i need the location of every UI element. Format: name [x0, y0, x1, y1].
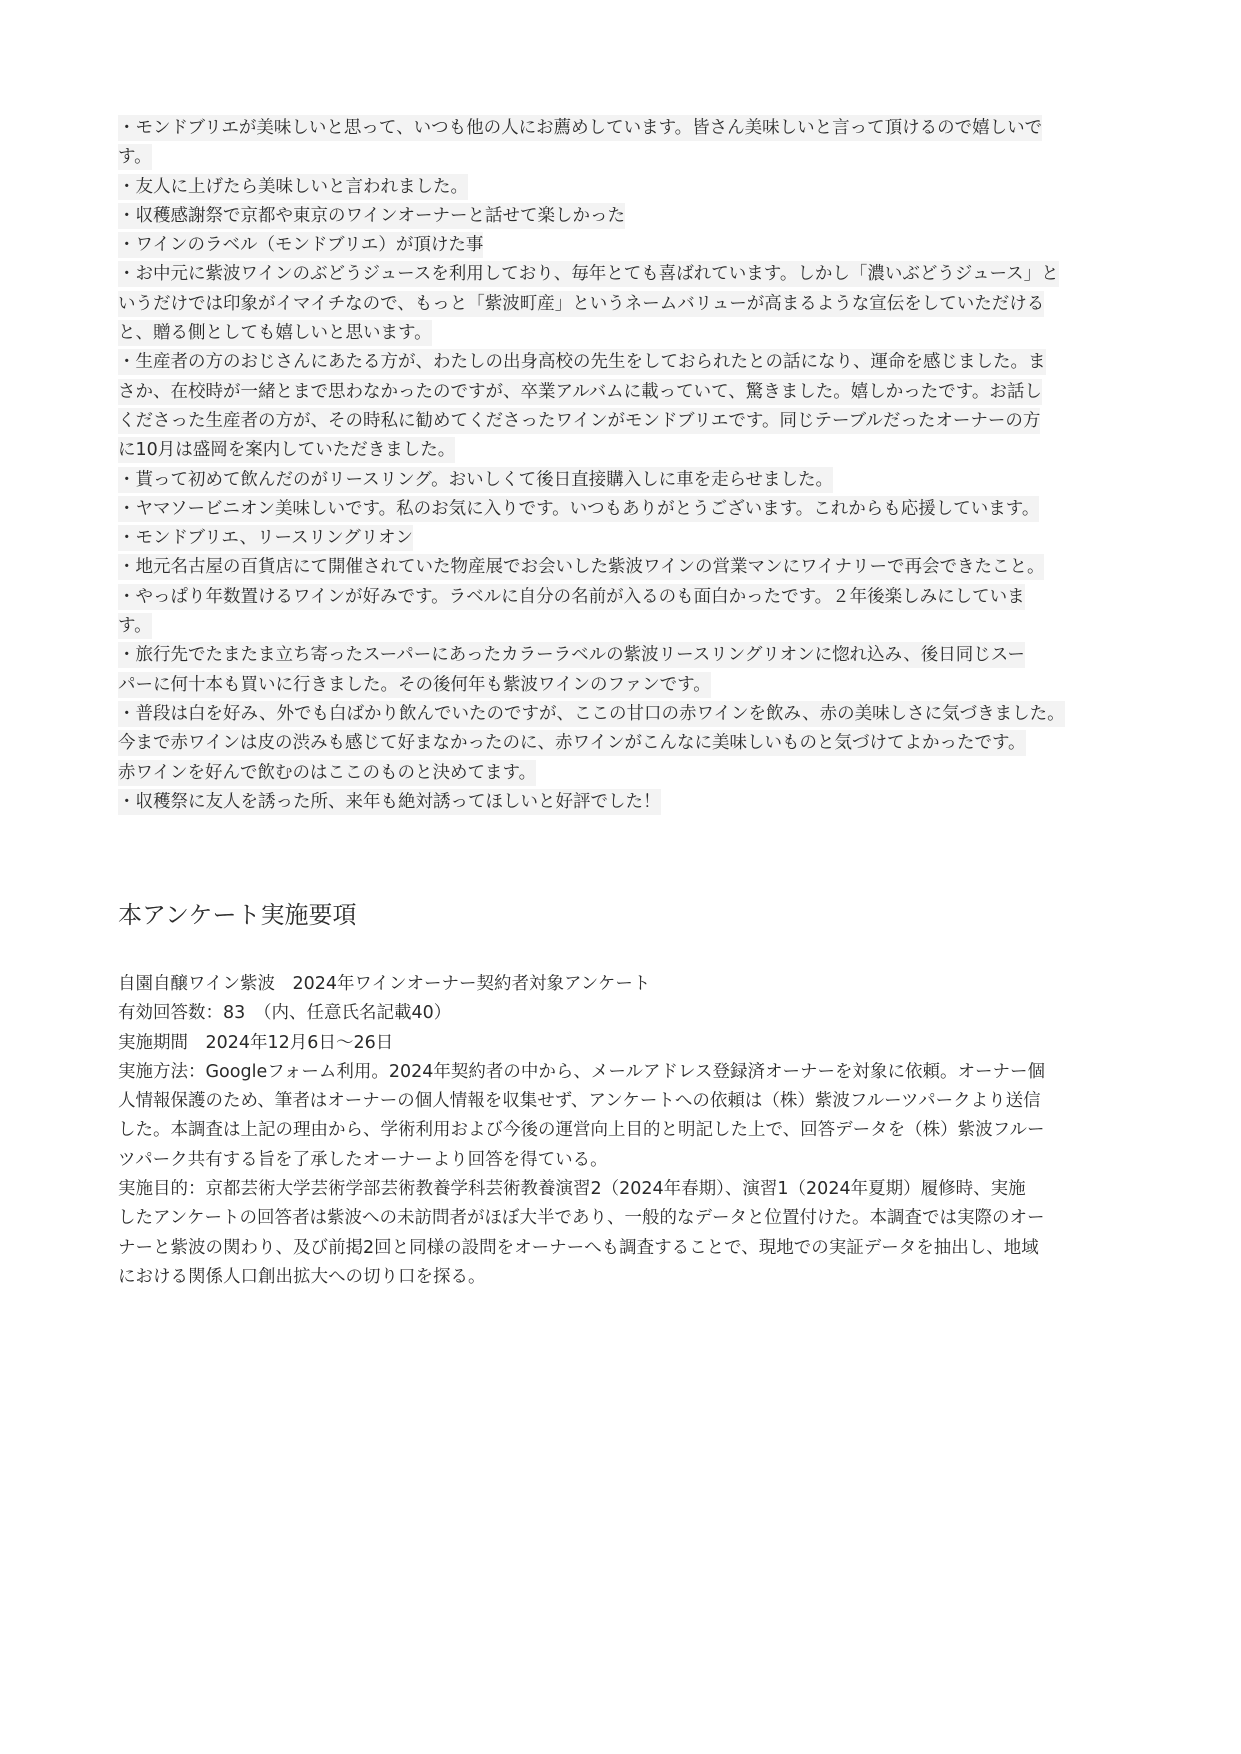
comment-line: ・モンドブリエが美味しいと思って、いつも他の人にお薦めしています。皆さん美味しいと言って頂けるので嬉しいで: [118, 114, 1128, 143]
comment-line: いうだけでは印象がイマイチなので、もっと「紫波町産」というネームバリューが高まるような宣伝をしていただける: [118, 290, 1128, 319]
comment-line: ・貰って初めて飲んだのがリースリング。おいしくて後日直接購入しに車を走らせました。: [118, 466, 1128, 495]
comment-list: [118, 114, 1128, 817]
comment-line: さか、在校時が一緒とまで思わなかったのですが、卒業アルバムに載っていて、驚きました。嬉しかったです。お話し: [118, 378, 1128, 407]
method-line: 実施方法：Googleフォーム利用。2024年契約者の中から、メールアドレス登録済オーナーを対象に依頼。オーナー個: [118, 1061, 1045, 1082]
comment-line: ・生産者の方のおじさんにあたる方が、わたしの出身高校の先生をしておられたとの話になり、運命を感じました。ま: [118, 348, 1128, 377]
comment-line: パーに何十本も買いに行きました。その後何年も紫波ワインのファンです。: [118, 671, 1128, 700]
comment-line: ・やっぱり年数置けるワインが好みです。ラベルに自分の名前が入るのも面白かったです。２年後楽しみにしていま: [118, 583, 1128, 612]
response-count-line: 有効回答数：83 （内、任意氏名記載40）: [118, 1003, 452, 1024]
comment-line: ・地元名古屋の百貨店にて開催されていた物産展でお会いした紫波ワインの営業マンにワイナリーで再会できたこと。: [118, 553, 1128, 582]
method-line: 人情報保護のため、筆者はオーナーの個人情報を収集せず、アンケートへの依頼は（株）紫波フルーツパークより送信: [118, 1091, 1041, 1112]
comment-line: と、贈る側としても嬉しいと思います。: [118, 319, 1128, 348]
comment-line: ・旅行先でたまたま立ち寄ったスーパーにあったカラーラベルの紫波リースリングリオンに惚れ込み、後日同じスー: [118, 641, 1128, 670]
comment-line: に10月は盛岡を案内していただきました。: [118, 436, 1128, 465]
purpose-line: ナーと紫波の関わり、及び前掲2回と同様の設問をオーナーへも調査することで、現地での実証データを抽出し、地域: [118, 1237, 1039, 1258]
comment-line: 赤ワインを好んで飲むのはここのものと決めてます。: [118, 759, 1128, 788]
comment-line: ・お中元に紫波ワインのぶどうジュースを利用しており、毎年とても喜ばれています。しかし「濃いぶどうジュース」と: [118, 260, 1128, 289]
comment-line: ・普段は白を好み、外でも白ばかり飲んでいたのですが、ここの甘口の赤ワインを飲み、赤の美味しさに気づきました。: [118, 700, 1128, 729]
comment-line: 今まで赤ワインは皮の渋みも感じて好まなかったのに、赤ワインがこんなに美味しいものと気づけてよかったです。: [118, 729, 1128, 758]
survey-details: [118, 970, 1128, 1292]
purpose-line: 実施目的：京都芸術大学芸術学部芸術教養学科芸術教養演習2（2024年春期）、演習1（2024年夏期）履修時、実施: [118, 1179, 1026, 1200]
section-title: 本アンケート実施要項: [118, 901, 357, 929]
comment-line: ・友人に上げたら美味しいと言われました。: [118, 173, 1128, 202]
survey-title-line: 自園自醸ワイン紫波 2024年ワインオーナー契約者対象アンケート: [118, 974, 651, 994]
comment-line: くださった生産者の方が、その時私に勧めてくださったワインがモンドブリエです。同じテーブルだったオーナーの方: [118, 407, 1128, 436]
comment-line: ・収穫感謝祭で京都や東京のワインオーナーと話せて楽しかった: [118, 202, 1128, 231]
comment-line: ・ヤマソービニオン美味しいです。私のお気に入りです。いつもありがとうございます。これからも応援しています。: [118, 495, 1128, 524]
method-line: した。本調査は上記の理由から、学術利用および今後の運営向上目的と明記した上で、回答データを（株）紫波フルー: [118, 1120, 1045, 1141]
comment-line: す。: [118, 612, 1128, 641]
comment-section: [118, 114, 1128, 817]
survey-period-line: 実施期間 2024年12月6日〜26日: [118, 1032, 394, 1053]
comment-line: す。: [118, 143, 1128, 172]
comment-line: ・ワインのラベル（モンドブリエ）が頂けた事: [118, 231, 1128, 260]
comment-line: ・収穫祭に友人を誘った所、来年も絶対誘ってほしいと好評でした！: [118, 788, 1128, 817]
purpose-line: したアンケートの回答者は紫波への未訪問者がほぼ大半であり、一般的なデータと位置付けた。本調査では実際のオー: [118, 1208, 1045, 1229]
method-line: ツパーク共有する旨を了承したオーナーより回答を得ている。: [118, 1149, 608, 1170]
comment-line: ・モンドブリエ、リースリングリオン: [118, 524, 1128, 553]
purpose-line: における関係人口創出拡大への切り口を探る。: [118, 1266, 486, 1287]
